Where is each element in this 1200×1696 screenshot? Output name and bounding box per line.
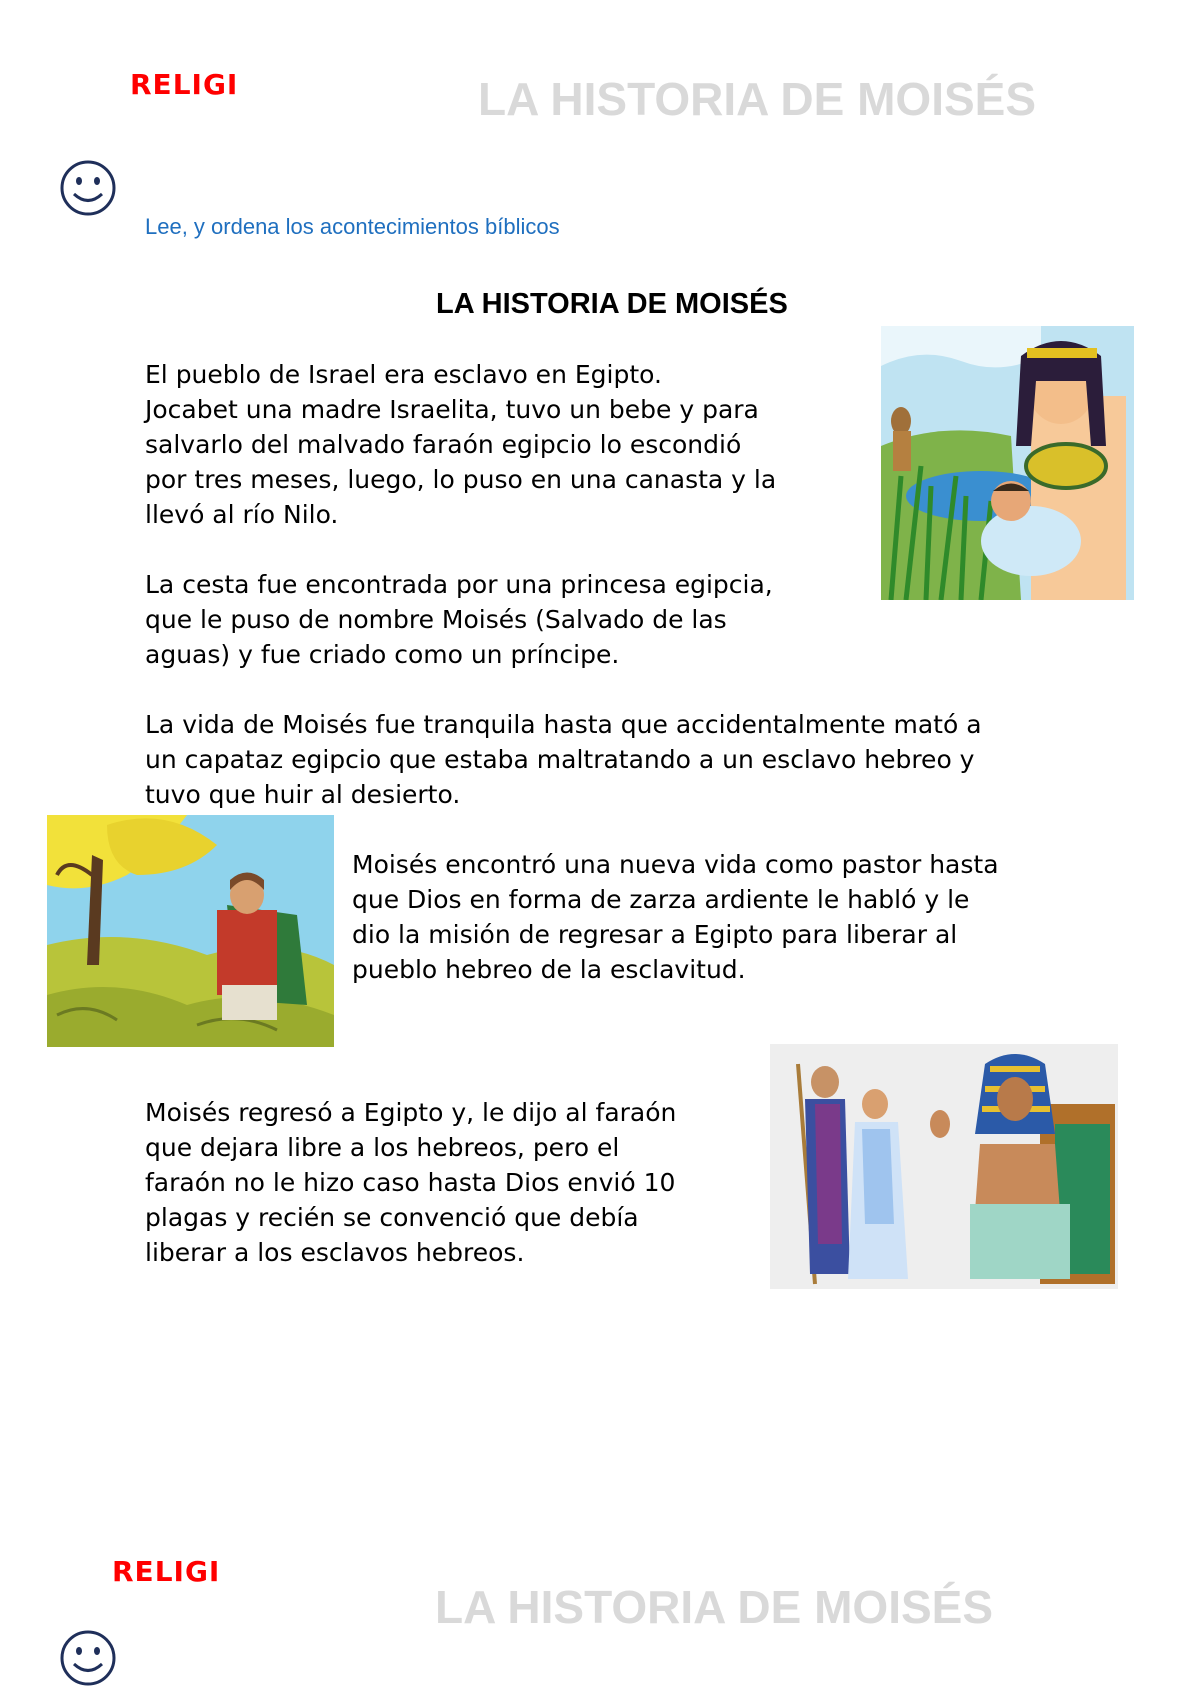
smiley-face-icon bbox=[59, 1629, 117, 1687]
paragraph-line: faraón no le hizo caso hasta Dios envió 10 bbox=[145, 1168, 676, 1197]
paragraph-line: aguas) y fue criado como un príncipe. bbox=[145, 640, 620, 669]
paragraph-line: liberar a los esclavos hebreos. bbox=[145, 1238, 525, 1267]
paragraph-line: Moisés regresó a Egipto y, le dijo al faraón bbox=[145, 1098, 677, 1127]
moses-before-pharaoh-illustration bbox=[770, 1044, 1118, 1289]
footer-subject-label: RELIGI bbox=[112, 1555, 221, 1588]
paragraph-line: un capataz egipcio que estaba maltratando a un esclavo hebreo y bbox=[145, 745, 975, 774]
paragraph-line: que dejara libre a los hebreos, pero el bbox=[145, 1133, 620, 1162]
paragraph-line: por tres meses, luego, lo puso en una canasta y la bbox=[145, 465, 777, 494]
paragraph-3 bbox=[145, 707, 982, 812]
paragraph-1 bbox=[145, 357, 776, 532]
paragraph-line: Moisés encontró una nueva vida como pastor hasta bbox=[352, 850, 999, 879]
paragraph-line: La vida de Moisés fue tranquila hasta que accidentalmente mató a bbox=[145, 710, 982, 739]
paragraph-line: que le puso de nombre Moisés (Salvado de las bbox=[145, 605, 727, 634]
paragraph-5 bbox=[145, 1095, 676, 1270]
paragraph-2 bbox=[145, 567, 773, 672]
paragraph-line: El pueblo de Israel era esclavo en Egipto. bbox=[145, 360, 662, 389]
page-title: LA HISTORIA DE MOISÉS bbox=[436, 288, 788, 320]
moses-shepherd-illustration bbox=[47, 815, 334, 1047]
paragraph-line: pueblo hebreo de la esclavitud. bbox=[352, 955, 746, 984]
instruction-text: Lee, y ordena los acontecimientos bíblicos bbox=[145, 214, 560, 239]
paragraph-line: que Dios en forma de zarza ardiente le habló y le bbox=[352, 885, 970, 914]
watermark-title: LA HISTORIA DE MOISÉS bbox=[478, 73, 1037, 125]
paragraph-line: Jocabet una madre Israelita, tuvo un bebe y para bbox=[145, 395, 759, 424]
paragraph-line: llevó al río Nilo. bbox=[145, 500, 339, 529]
paragraph-line: tuvo que huir al desierto. bbox=[145, 780, 461, 809]
paragraph-4 bbox=[352, 847, 999, 987]
subject-label: RELIGI bbox=[130, 68, 239, 101]
paragraph-line: La cesta fue encontrada por una princesa egipcia, bbox=[145, 570, 773, 599]
smiley-face-icon bbox=[59, 159, 117, 217]
paragraph-line: salvarlo del malvado faraón egipcio lo escondió bbox=[145, 430, 742, 459]
paragraph-line: dio la misión de regresar a Egipto para liberar al bbox=[352, 920, 958, 949]
princess-with-baby-illustration bbox=[881, 326, 1134, 600]
footer-watermark-title: LA HISTORIA DE MOISÉS bbox=[435, 1581, 994, 1633]
paragraph-line: plagas y recién se convenció que debía bbox=[145, 1203, 639, 1232]
